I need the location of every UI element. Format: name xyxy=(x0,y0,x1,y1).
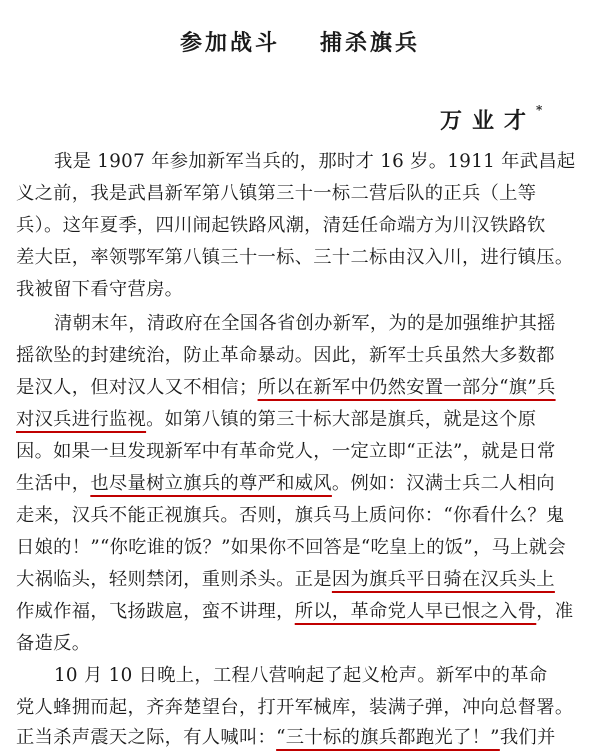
p1-line-3: 兵）。这年夏季，四川闹起铁路风潮，清廷任命端方为川汉铁路钦 xyxy=(16,215,546,236)
p2-line-6-text-a: 生活中， xyxy=(16,473,91,494)
article-title xyxy=(0,26,600,57)
p2-line-10 xyxy=(16,596,573,628)
p1-line-5: 我被留下看守营房。 xyxy=(16,279,184,300)
author-name xyxy=(440,104,542,135)
p2-line-9 xyxy=(16,564,555,596)
p3-line-3 xyxy=(16,722,556,754)
title-part-1: 参加战斗 xyxy=(179,30,280,56)
p2-line-3 xyxy=(16,372,556,404)
p2-line-8: 日娘的！”“你吃谁的饭？”如果你不回答是“吃皇上的饭”，马上就会 xyxy=(16,537,566,558)
p2-line-2: 摇欲坠的封建统治，防止革命暴动。因此，新军士兵虽然大多数都 xyxy=(16,345,555,366)
p2-line-6 xyxy=(16,468,555,500)
p1-line-1: 我是 1907 年参加新军当兵的，那时才 16 岁。1911 年武昌起 xyxy=(54,151,576,172)
p1-line-2: 义之前，我是武昌新军第八镇第三十一标二营后队的正兵（上等 xyxy=(16,183,537,204)
p3-line-3-text-a: 正当杀声震天之际，有人喊叫： xyxy=(16,727,277,748)
title-part-2: 捕杀旗兵 xyxy=(320,30,421,56)
p1-line-4: 差大臣，率领鄂军第八镇三十一标、三十二标由汉入川，进行镇压。 xyxy=(16,247,574,268)
p2-line-3-text: 是汉人，但对汉人又不相信； xyxy=(16,377,258,398)
p2-line-10-text-a: 作威作福，飞扬跋扈，蛮不讲理， xyxy=(16,601,295,622)
p2-line-10-text-c: ，准 xyxy=(536,601,574,622)
p3-line-2: 党人蜂拥而起，齐奔楚望台，打开军械库，装满子弹，冲向总督署。 xyxy=(16,697,574,718)
p2-line-4 xyxy=(16,404,536,436)
p2-line-5: 因。如果一旦发现新军中有革命党人，一定立即“正法”，就是日常 xyxy=(16,441,556,462)
author-name-text: 万业才 xyxy=(440,108,537,134)
p2-line-6-text-c: 。例如：汉满士兵二人相向 xyxy=(331,473,555,494)
underlined-phrase: 也尽量树立旗兵的尊严和威风 xyxy=(90,473,332,494)
underlined-phrase: 因为旗兵平日骑在汉兵头上 xyxy=(331,569,555,590)
p2-line-9-text: 大祸临头，轻则禁闭，重则杀头。正是 xyxy=(16,569,332,590)
underlined-phrase: 所以在新军中仍然安置一部分“旗”兵 xyxy=(257,377,556,398)
underlined-phrase: 所以，革命党人早已恨之入骨 xyxy=(294,601,537,622)
p2-line-1: 清朝末年，清政府在全国各省创办新军，为的是加强维护其摇 xyxy=(54,313,556,334)
p2-line-7: 走来，汉兵不能正视旗兵。否则，旗兵马上质问你：“你看什么？鬼 xyxy=(16,505,565,526)
underlined-phrase: 对汉兵进行监视 xyxy=(16,409,147,430)
author-footnote-mark: * xyxy=(536,102,543,117)
p2-line-4-text: 。如第八镇的第三十标大部是旗兵，就是这个原 xyxy=(146,409,537,430)
p2-line-11: 备造反。 xyxy=(16,633,91,654)
p3-line-3-text-c: 我们并 xyxy=(499,727,556,748)
p3-line-1: 10 月 10 日晚上，工程八营响起了起义枪声。新军中的革命 xyxy=(54,665,548,686)
underlined-phrase: “三十标的旗兵都跑光了！” xyxy=(276,727,500,748)
